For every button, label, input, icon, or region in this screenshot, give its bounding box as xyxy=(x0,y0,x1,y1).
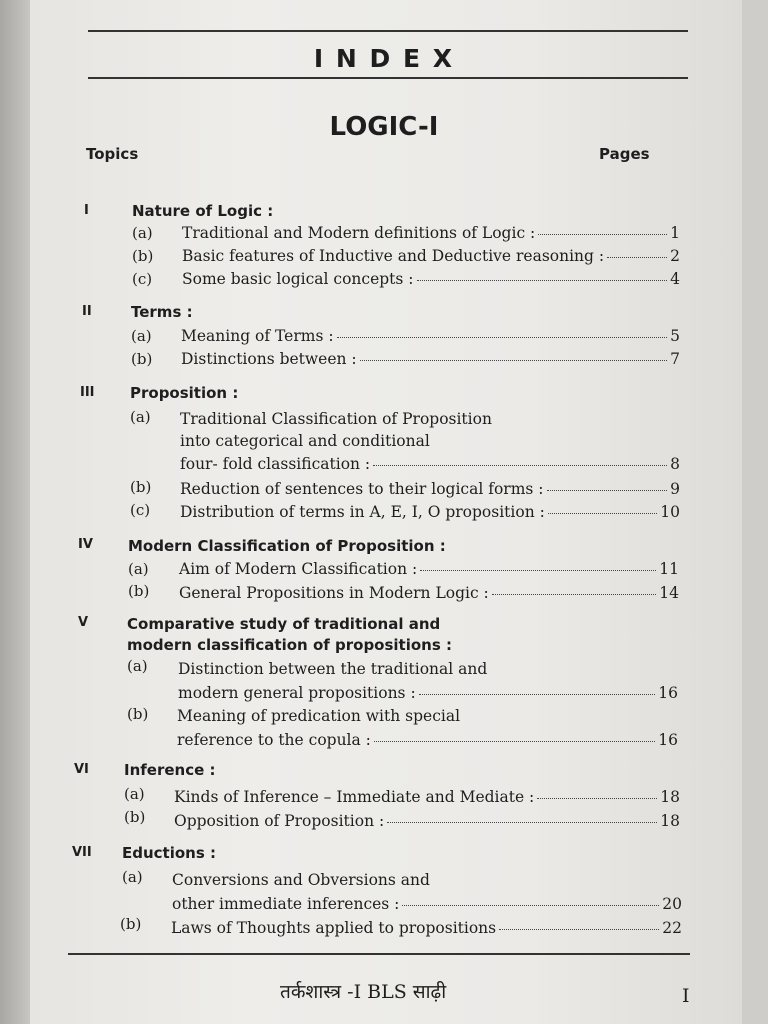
section-numeral: IV xyxy=(78,537,93,552)
entry-text: other immediate inferences : xyxy=(172,895,400,913)
toc-entry xyxy=(181,327,680,345)
page-number: 1 xyxy=(670,224,680,242)
dot-leader xyxy=(373,465,667,466)
dot-leader xyxy=(374,741,655,742)
item-label: (b) xyxy=(131,350,153,368)
page-number: 8 xyxy=(670,455,680,473)
index-heading: I N D E X xyxy=(313,44,455,73)
entry-text: Laws of Thoughts applied to propositions xyxy=(171,919,497,937)
item-label: (a) xyxy=(124,785,145,803)
item-label: (b) xyxy=(120,915,142,933)
page-number: 5 xyxy=(670,327,680,345)
page-number: 10 xyxy=(660,503,680,521)
page-number: 4 xyxy=(670,270,680,288)
item-label: (b) xyxy=(124,808,146,826)
dot-leader xyxy=(537,798,657,799)
entry-text: modern general propositions : xyxy=(178,684,416,702)
section-title: Inference : xyxy=(124,761,216,779)
item-label: (a) xyxy=(128,560,149,578)
entry-text-line: into categorical and conditional xyxy=(180,432,430,450)
item-label: (b) xyxy=(130,478,152,496)
entry-text: Distribution of terms in A, E, I, O proposition : xyxy=(180,503,545,521)
section-title: Eductions : xyxy=(122,844,216,862)
item-label: (b) xyxy=(132,247,154,265)
book-spine-shadow xyxy=(0,0,30,1024)
dot-leader xyxy=(538,234,667,235)
entry-text-line: Traditional Classification of Proposition xyxy=(180,410,492,428)
toc-entry xyxy=(182,270,680,288)
section-title: Terms : xyxy=(131,303,193,321)
dot-leader xyxy=(402,905,659,906)
page-number: 11 xyxy=(659,560,679,578)
entry-text: Opposition of Proposition : xyxy=(174,812,385,830)
dot-leader xyxy=(387,822,657,823)
top-rule xyxy=(88,30,688,32)
dot-leader xyxy=(548,513,657,514)
item-label: (b) xyxy=(128,582,150,600)
entry-text: General Propositions in Modern Logic : xyxy=(179,584,489,602)
dot-leader xyxy=(417,280,668,281)
subject-title: LOGIC-I xyxy=(329,112,439,142)
toc-entry xyxy=(182,247,680,265)
section-title: Nature of Logic : xyxy=(132,202,274,220)
entry-text: Traditional and Modern definitions of Logic : xyxy=(182,224,536,242)
toc-entry xyxy=(181,350,680,368)
toc-entry xyxy=(172,895,682,913)
section-title: Modern Classification of Proposition : xyxy=(128,537,446,555)
section-numeral: VI xyxy=(74,762,89,777)
dot-leader xyxy=(547,490,668,491)
item-label: (c) xyxy=(130,501,151,519)
page-number: 18 xyxy=(660,788,680,806)
entry-text: Distinctions between : xyxy=(181,350,357,368)
section-numeral: VII xyxy=(72,845,92,860)
page-number: 22 xyxy=(662,919,682,937)
entry-text: Some basic logical concepts : xyxy=(182,270,414,288)
pages-column-header: Pages xyxy=(599,145,650,163)
dot-leader xyxy=(419,694,656,695)
entry-text-line: Conversions and Obversions and xyxy=(172,871,430,889)
section-title-continued: modern classification of propositions : xyxy=(127,636,452,654)
dot-leader xyxy=(492,594,656,595)
page-number: 2 xyxy=(670,247,680,265)
item-label: (a) xyxy=(130,408,151,426)
footer-text: तर्कशास्त्र -I BLS साढ़ी xyxy=(280,981,447,1003)
item-label: (a) xyxy=(132,224,153,242)
page-number: 7 xyxy=(670,350,680,368)
toc-entry xyxy=(178,684,678,702)
entry-text-line: Meaning of predication with special xyxy=(177,707,461,725)
dot-leader xyxy=(360,360,667,361)
index-rule xyxy=(88,77,688,79)
toc-entry xyxy=(180,480,680,498)
toc-entry xyxy=(180,455,680,473)
entry-text: Meaning of Terms : xyxy=(181,327,334,345)
entry-text: reference to the copula : xyxy=(177,731,371,749)
entry-text: Aim of Modern Classification : xyxy=(179,560,418,578)
entry-text: four- fold classification : xyxy=(180,455,371,473)
item-label: (c) xyxy=(132,270,153,288)
item-label: (a) xyxy=(131,327,152,345)
section-numeral: I xyxy=(84,203,89,218)
toc-entry xyxy=(174,788,680,806)
toc-entry xyxy=(177,731,678,749)
entry-text-line: Distinction between the traditional and xyxy=(178,660,488,678)
item-label: (a) xyxy=(122,868,143,886)
toc-entry xyxy=(182,224,680,242)
toc-entry xyxy=(174,812,680,830)
entry-text: Reduction of sentences to their logical forms : xyxy=(180,480,544,498)
page-number: 18 xyxy=(660,812,680,830)
entry-text: Basic features of Inductive and Deductive reasoning : xyxy=(182,247,605,265)
page-number: 20 xyxy=(662,895,682,913)
page-number: 14 xyxy=(659,584,679,602)
footer-rule xyxy=(68,953,690,955)
toc-entry xyxy=(179,560,679,578)
page-number: 9 xyxy=(670,480,680,498)
toc-entry xyxy=(171,919,682,937)
section-title: Comparative study of traditional and xyxy=(127,615,441,633)
section-numeral: III xyxy=(80,385,95,400)
entry-text: Kinds of Inference – Immediate and Mediate : xyxy=(174,788,535,806)
section-title: Proposition : xyxy=(130,384,239,402)
dot-leader xyxy=(499,929,659,930)
dot-leader xyxy=(607,257,667,258)
section-numeral: II xyxy=(82,304,92,319)
page-number: 16 xyxy=(658,684,678,702)
toc-entry xyxy=(180,503,680,521)
item-label: (a) xyxy=(127,657,148,675)
dot-leader xyxy=(337,337,668,338)
page-number: 16 xyxy=(658,731,678,749)
toc-entry xyxy=(179,584,679,602)
section-numeral: V xyxy=(78,615,89,630)
page-number-footer: I xyxy=(682,985,690,1007)
topics-column-header: Topics xyxy=(86,145,139,163)
item-label: (b) xyxy=(127,705,149,723)
dot-leader xyxy=(420,570,656,571)
